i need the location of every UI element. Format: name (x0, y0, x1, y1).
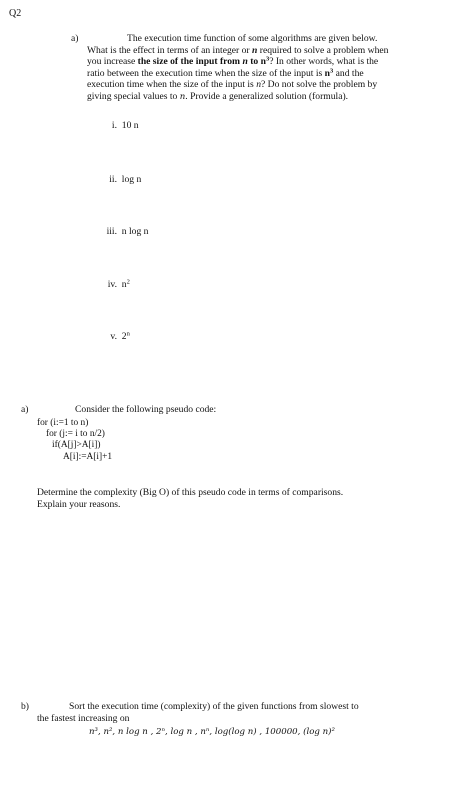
list-item: iii. n log n (106, 226, 149, 237)
code-line: if(A[j]>A[i]) (52, 440, 101, 451)
section-a2-intro: Consider the following pseudo code: (75, 404, 217, 415)
section-b-label: b) (21, 701, 29, 712)
list-item: ii. log n (109, 174, 142, 185)
section-a1-line4: ratio between the execution time when the size of the input is $n^3$ and the (87, 67, 364, 79)
code-line: for (j:= i to n/2) (46, 429, 105, 440)
list-item: i. 10 n (111, 120, 139, 131)
section-a1-line2: What is the effect in terms of an integer or n required to solve a problem when (87, 44, 389, 56)
question-heading: Q2 (9, 8, 22, 19)
section-a1-line3: you increase the size of the input from n to $n^3$? In other words, what is the (87, 55, 379, 67)
pseudo-code-block (37, 418, 112, 463)
section-a1-line6: giving special values to n. Provide a generalized solution (formula). (87, 90, 349, 102)
functions-list: n³, n², n log n , 2ⁿ, log n , nⁿ, log(log n) , 100000, (log n)² (89, 727, 335, 737)
code-line: A[i]:=A[i]+1 (63, 451, 113, 462)
list-item: v. 2$^n$ (110, 330, 130, 342)
section-b-line2: the fastest increasing on (37, 713, 130, 724)
section-b-line1: Sort the execution time (complexity) of the given functions from slowest to (69, 701, 359, 712)
section-a1-line1: The execution time function of some algorithms are given below. (127, 33, 378, 44)
section-a2-question-line2: Explain your reasons. (37, 499, 121, 510)
section-a2-question-line1: Determine the complexity (Big O) of this pseudo code in terms of comparisons. (37, 487, 344, 498)
code-line: for (i:=1 to n) (37, 418, 89, 428)
section-a2-label: a) (21, 404, 29, 415)
list-item: iv. $n^2$ (107, 278, 130, 290)
section-a1-label: a) (71, 33, 79, 44)
section-a1-line5: execution time when the size of the input is n? Do not solve the problem by (87, 79, 378, 90)
